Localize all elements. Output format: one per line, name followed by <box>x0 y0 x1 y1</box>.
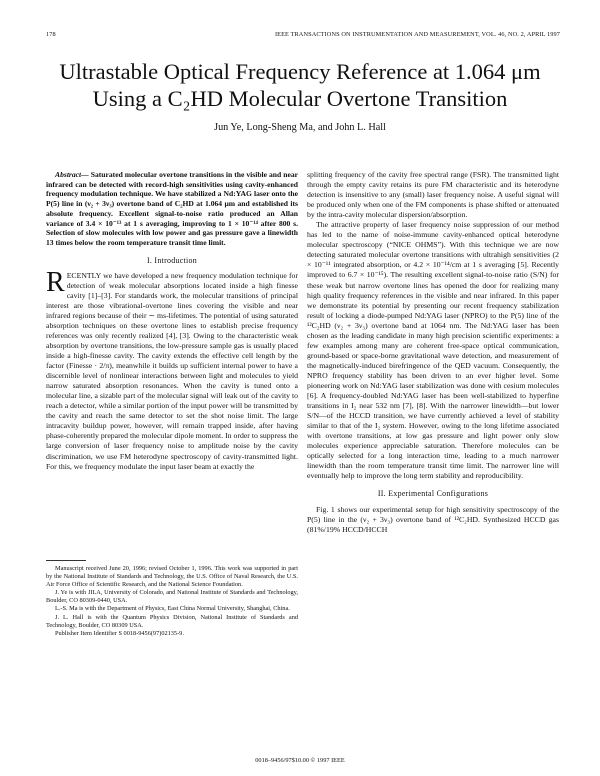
copyright-footer: 0018–9456/97$10.00 © 1997 IEEE <box>255 757 345 764</box>
title-line-2: Using a C₂HD Molecular Overtone Transition <box>92 86 508 111</box>
page-number: 178 <box>46 31 56 38</box>
footnote-affiliation-ye: J. Ye is with JILA, University of Colorado, and National Institute of Standards and Technology, Boulder, CO 80309-0440, USA. <box>46 589 298 605</box>
right-paragraph-3: Fig. 1 shows our experimental setup for high sensitivity spectroscopy of the P(5) line in the (ν₂ + 3ν₃) overtone band of ¹²C₂HD. Synthesized HCCD gas (81%/19% HCCD/HCCH <box>307 504 559 534</box>
left-column <box>46 170 298 472</box>
right-column <box>307 170 559 535</box>
footnote-manuscript: Manuscript received June 20, 1996; revised October 1, 1996. This work was supported in part by the National Institute of Standards and Technology, the U.S. Office of Naval Research, the U.S. Air Force Office of Scientific Research, and the National Science Foundation. <box>46 565 298 589</box>
footnote-affiliation-ma: L.-S. Ma is with the Department of Physics, East China Normal University, Shanghai, China. <box>55 605 290 613</box>
abstract-lead: Abstract— <box>55 170 89 179</box>
right-paragraph-1: splitting frequency of the cavity free spectral range (FSR). The transmitted light through the empty cavity retains its pure FM characteristic and its heterodyne detection is insensitive to any (small) laser frequency noise. A useful signal will be produced only when one of the FM components is phase shifted or attenuated by the intra-cavity molecular dispersion/absorption. <box>307 170 559 220</box>
journal-name: IEEE TRANSACTIONS ON INSTRUMENTATION AND MEASUREMENT, VOL. 46, NO. 2, APRIL 1997 <box>274 31 560 38</box>
abstract <box>46 170 298 248</box>
footnote-affiliation-hall: J. L. Hall is with the Quantum Physics Division, National Institute of Standards and Technology, Boulder, CO 80309 USA. <box>46 613 298 629</box>
footnote-rule <box>46 560 86 561</box>
section-heading-experimental: II. Experimental Configurations <box>377 489 489 499</box>
paper-title <box>20 58 580 112</box>
right-paragraph-2: The attractive property of laser frequency noise suppression of our method has led to the name of noise-immune cavity-enhanced optical heterodyne molecular spectroscopy (“NICE OHMS”). With this technique we are now detecting saturated molecular overtone transitions with ultrahigh sensitivities (2 × 10⁻¹¹ integrated absorption, or 4.2 × 10⁻¹⁴/cm at 1 s averaging [5]. Recently improved to 6.7 × 10⁻¹⁵). The resulting excellent signal-to-noise ratio (S/N) for these weak but narrow overtone lines has opened the door for realizing many high quality frequency references in the visible and near infrared. In this paper we demonstrate its potential by presenting our recent frequency stabilization result of locking a diode-pumped Nd:YAG laser (NPRO) to the P(5) line of the ¹²C₂HD (ν₂ + 3ν₃) overtone band at 1064 nm. The Nd:YAG laser has been chosen as the leading candidate in many high precision scientific experiments: a few examples among many are coherent free-space optical communication, ground-based or space-borne gravitational wave detection, and measurement of the magnetically-induced birefringence of the QED vacuum. Consequently, the NPRO frequency stability has been driven to an ever higher level. Some pioneering work on Nd:YAG laser stabilization was done with cesium molecules [6]. A frequency-doubled Nd:YAG laser has been well-stabilized to hyperfine transitions in I₂ near 532 nm [7], [8]. With the narrower linewidth—but lower S/N—of the HCCD transition, we have currently achieved a level of stability similar to that of the I₂ system. However, owing to the long lifetime associated with overtone transitions, at low gas pressure and light power only slow molecules experience appreciable saturation. Therefore molecules can be optically selected for a long interaction time, leading to a much narrower linewidth than the room temperature transit time limit. The narrower line will eventually help to improve the long term stability and reproducibility. <box>307 220 559 481</box>
intro-text: ECENTLY we have developed a new frequency modulation technique for detection of weak molecular absorptions located inside a high finesse cavity [1]–[3]. For standards work, the molecular transitions of principal interest are those vibrational-overtone lines covering the visible and near infrared regions because of their ∼ ms-lifetimes. The potential of using saturated absorption techniques on these overtone lines to establish precise frequency references was only recently realized [4], [3]. Owing to the characteristic weak absorption by overtone transitions, the low-pressure sample gas is usually placed inside a high-finesse cavity. The cavity extends the effective cell length by the factor (Finesse · 2/π), meanwhile it builds up sufficient internal power to have a discernible level of nonlinear interactions between light and molecules to yield narrow saturated absorption resonances. When the cavity is tuned onto a molecular line, a sizable part of the molecular signal will leak out of the cavity to reach a detector, while a similar portion of the input power will be transmitted by the cavity and reach the same detector to set the shot noise limit. The large intracavity buildup power, however, will remain trapped inside, after having phase-coherently prepared the molecular dipole moment. In order to suppress the large conversion of laser frequency noise to amplitude noise by the cavity discrimination, we use FM heterodyne spectroscopy of cavity-transmitted light. For this, we frequency modulate the input laser beam at exactly the <box>46 270 298 471</box>
intro-paragraph <box>46 266 298 472</box>
drop-cap: R <box>46 266 65 298</box>
footnote-publisher-id: Publisher Item Identifier S 0018-9456(97)02135-9. <box>55 629 184 637</box>
title-line-1: Ultrastable Optical Frequency Reference at 1.064 μm <box>59 59 541 84</box>
abstract-text: Saturated molecular overtone transitions in the visible and near infrared can be detected with record-high sensitivities using cavity-enhanced frequency modulation technique. We have stabilized a Nd:YAG laser onto the P(5) line in (ν₂ + 3ν₃) overtone band of C₂HD at 1.064 μm and established its absolute frequency. Excellent signal-to-noise ratio produced an Allan variance of 3.4 × 10⁻¹³ at 1 s averaging, improving to 1 × 10⁻¹⁴ after 800 s. Selection of slow molecules with low power and gas pressure gave a linewidth 13 times below the room temperature transit time limit. <box>46 170 298 247</box>
footnotes <box>46 565 298 638</box>
author-list: Jun Ye, Long-Sheng Ma, and John L. Hall <box>214 122 386 133</box>
section-heading-introduction: I. Introduction <box>146 255 198 265</box>
